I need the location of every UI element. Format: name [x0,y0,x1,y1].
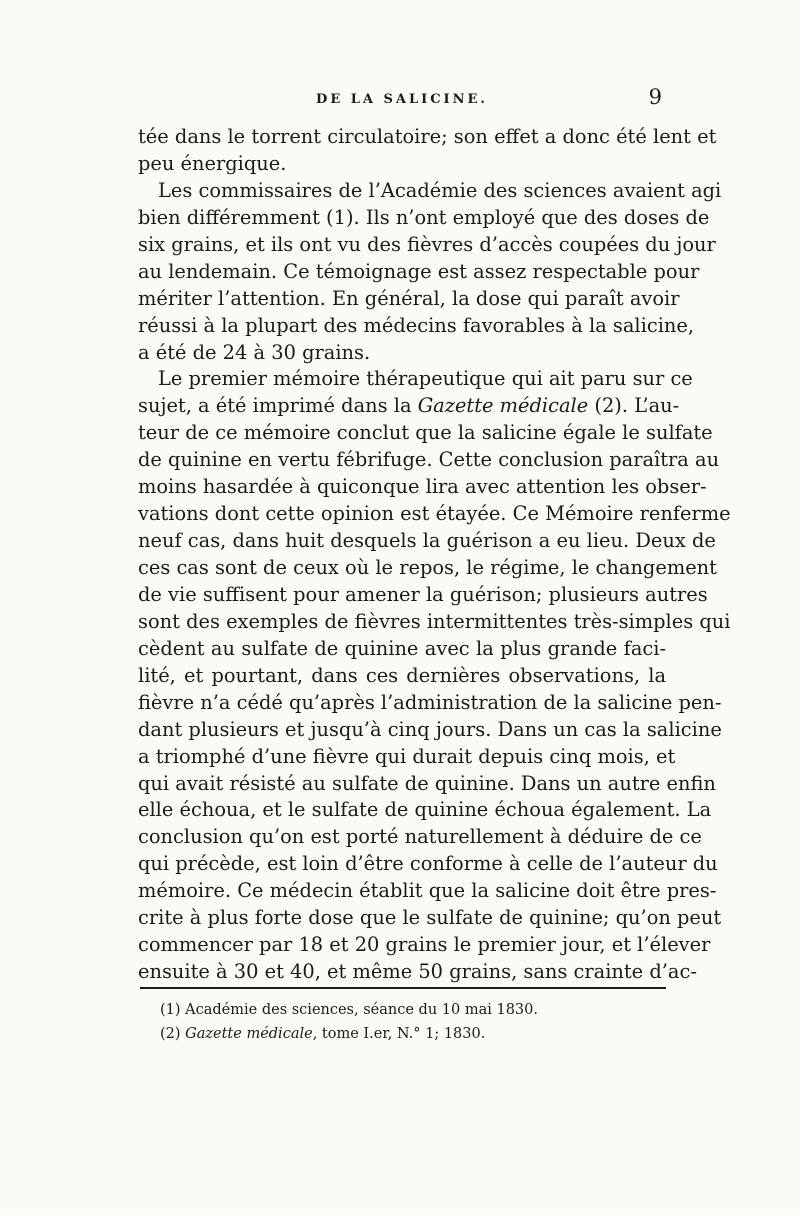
text-line: réussi à la plupart des médecins favorables à la salicine, [138,313,695,337]
footnote-1 [160,998,666,1022]
footnote-rule [140,987,666,989]
footnote-text: (2) [160,1026,186,1042]
text-line: qui avait résisté au sulfate de quinine. Dans un autre enfin [138,771,716,795]
text-line: crite à plus forte dose que le sulfate de quinine; qu’on peut [138,906,722,930]
text-line: peu énergique. [138,151,287,175]
footnote-2 [160,1022,666,1046]
body-text [138,124,731,986]
text-line: ces cas sont de ceux où le repos, le régime, le changement [138,556,717,579]
text-line: a triomphé d’une fièvre qui durait depuis cinq mois, et [138,744,676,768]
text-line: teur de ce mémoire conclut que la salicine égale le sulfate [138,421,713,445]
text-line: sont des exemples de fièvres intermittentes très-simples qui [138,609,731,633]
text-line: de vie suffisent pour amener la guérison; plusieurs autres [138,582,708,606]
text-line: dant plusieurs et jusqu’à cinq jours. Dans un cas la salicine [138,717,722,741]
text-line: au lendemain. Ce témoignage est assez respectable pour [138,259,700,283]
text-line: six grains, et ils ont vu des fièvres d’accès coupées du jour [138,232,716,256]
italic-title: Gazette médicale [185,1026,313,1042]
text-line: commencer par 18 et 20 grains le premier jour, et l’élever [138,933,711,957]
text-line: moins hasardée à quiconque lira avec attention les obser- [138,475,707,499]
text-line: lité, et pourtant, dans ces dernières observations, la [138,663,666,687]
text-segment: (2). L’au- [588,394,680,418]
text-line: qui précède, est loin d’être conforme à celle de l’auteur du [138,852,718,876]
text-line: conclusion qu’on est porté naturellement à déduire de ce [138,825,702,849]
text-line: Le premier mémoire thérapeutique qui ait paru sur ce [158,367,693,391]
text-line: mémoire. Ce médecin établit que la salicine doit être pres- [138,879,717,903]
text-line: Les commissaires de l’Académie des sciences avaient agi [158,178,722,202]
text-line [138,393,680,420]
text-line: neuf cas, dans huit desquels la guérison a eu lieu. Deux de [138,529,716,553]
text-line: fièvre n’a cédé qu’après l’administration de la salicine pen- [138,690,722,714]
text-line: vations dont cette opinion est étayée. Ce Mémoire renferme [138,502,731,526]
text-line: a été de 24 à 30 grains. [138,340,371,364]
text-line: de quinine en vertu fébrifuge. Cette conclusion paraîtra au [138,448,720,472]
text-line: mériter l’attention. En général, la dose qui paraît avoir [138,286,680,310]
text-line: tée dans le torrent circulatoire; son effet a donc été lent et [138,125,717,148]
text-line: elle échoua, et le sulfate de quinine échoua également. La [138,798,712,822]
footnote-text: , tome I.er, N.° 1; 1830. [312,1026,486,1042]
running-head [138,82,666,114]
text-line: bien différemment (1). Ils n’ont employé que des doses de [138,205,710,229]
text-line: cèdent au sulfate de quinine avec la plus grande faci- [138,636,666,660]
running-title: DE LA SALICINE. [316,92,488,107]
text-line: ensuite à 30 et 40, et même 50 grains, sans crainte d’ac- [138,960,697,984]
italic-title: Gazette médicale [417,394,589,418]
text-segment: sujet, a été imprimé dans la [138,394,418,418]
footnotes [160,998,666,1046]
footnote-text: (1) Académie des sciences, séance du 10 mai 1830. [160,1002,538,1018]
page-number: 9 [648,85,662,109]
